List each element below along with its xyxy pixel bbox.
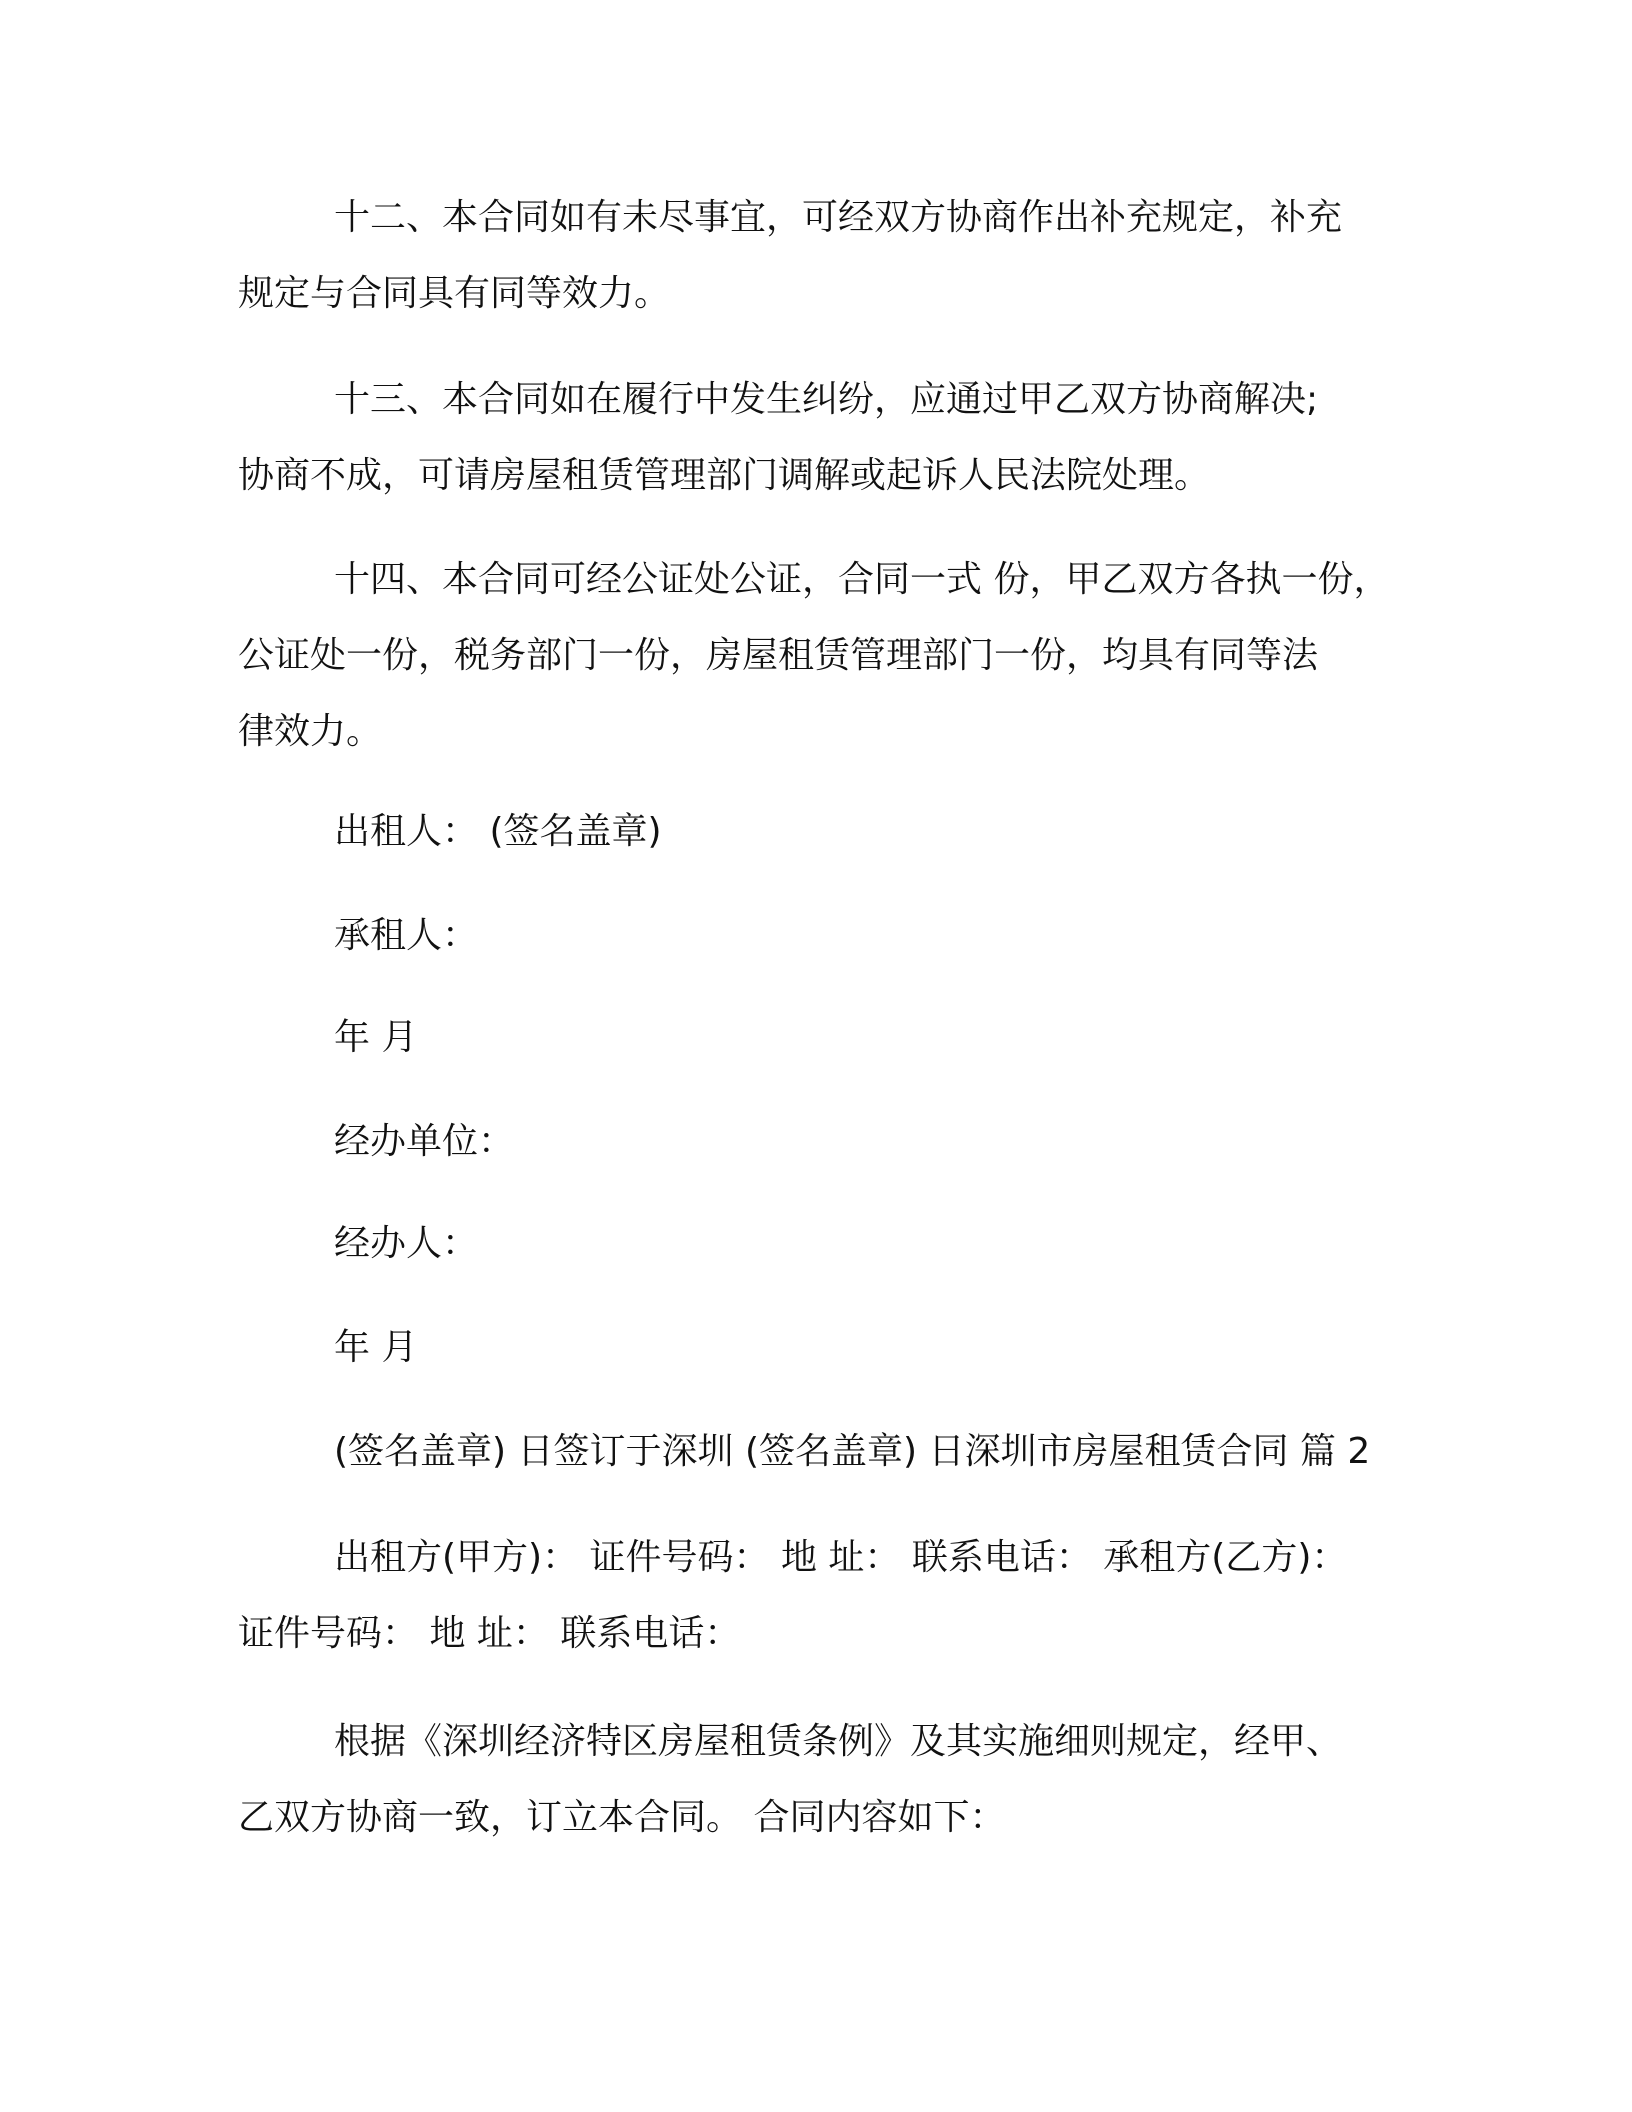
clause-13-line-1: 十三、本合同如在履行中发生纠纷，应通过甲乙双方协商解决; — [334, 379, 1319, 420]
clause-14-line-2: 公证处一份，税务部门一份，房屋租赁管理部门一份，均具有同等法 — [238, 635, 1319, 676]
clause-12-line-1: 十二、本合同如有未尽事宜，可经双方协商作出补充规定，补充 — [334, 197, 1343, 238]
agent: 经办人： — [334, 1223, 479, 1264]
clause-14 — [238, 542, 1408, 770]
clause-13 — [238, 362, 1408, 514]
parties-info — [238, 1520, 1408, 1672]
parties-line-1: 出租方(甲方)： 证件号码： 地 址： 联系电话： 承租方(乙方)： — [334, 1537, 1348, 1578]
clause-14-line-1: 十四、本合同可经公证处公证，合同一式 份，甲乙双方各执一份， — [334, 559, 1390, 600]
preamble-line-2: 乙双方协商一致，订立本合同。 合同内容如下： — [238, 1797, 1006, 1838]
clause-12 — [238, 180, 1408, 332]
lessee-signature: 承租人： — [334, 915, 479, 956]
signing-line: (签名盖章) 日签订于深圳 (签名盖章) 日深圳市房屋租赁合同 篇 2 — [334, 1431, 1371, 1472]
clause-14-line-3: 律效力。 — [238, 711, 383, 752]
agency-unit: 经办单位： — [334, 1121, 515, 1162]
lessor-signature: 出租人： (签名盖章) — [334, 811, 662, 852]
preamble — [238, 1704, 1408, 1856]
clause-12-line-2: 规定与合同具有同等效力。 — [238, 273, 671, 314]
date-line-2: 年 月 — [334, 1327, 418, 1368]
date-line-1: 年 月 — [334, 1017, 418, 1058]
parties-line-2: 证件号码： 地 址： 联系电话： — [238, 1613, 741, 1654]
clause-13-line-2: 协商不成，可请房屋租赁管理部门调解或起诉人民法院处理。 — [238, 455, 1211, 496]
preamble-line-1: 根据《深圳经济特区房屋租赁条例》及其实施细则规定，经甲、 — [334, 1721, 1343, 1762]
